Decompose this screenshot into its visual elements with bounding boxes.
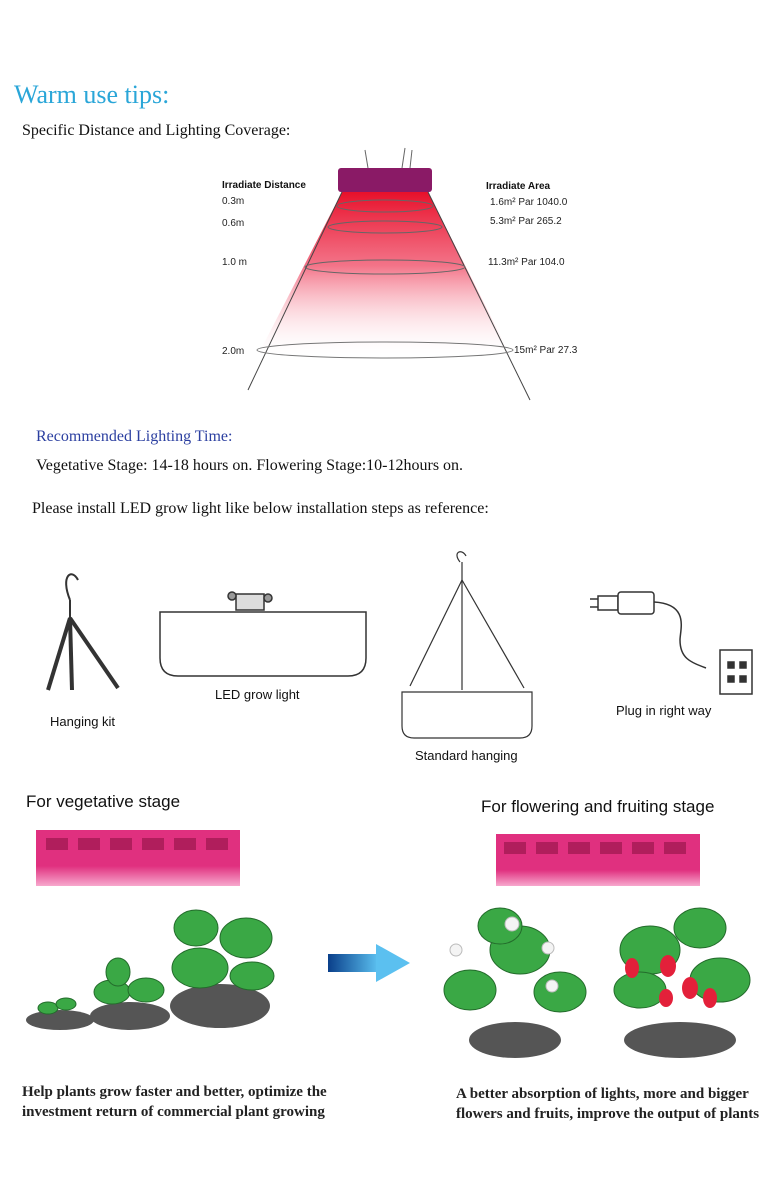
growth-arrow-icon (328, 944, 410, 982)
step-standard-hanging-label: Standard hanging (415, 748, 518, 763)
area-2: 11.3m² Par 104.0 (488, 257, 565, 268)
installation-graphics (0, 540, 784, 770)
lighting-time-heading: Recommended Lighting Time: (36, 428, 233, 445)
led-grow-light-icon (160, 592, 366, 676)
flowering-led-panel (496, 834, 700, 886)
stages-illustration (0, 820, 784, 1070)
area-0: 1.6m² Par 1040.0 (490, 197, 568, 208)
install-intro: Please install LED grow light like below installation steps as reference: (32, 500, 489, 517)
flowering-stage-title: For flowering and fruiting stage (481, 797, 715, 816)
flowering-description: A better absorption of lights, more and bigger flowers and fruits, improve the output of plants (456, 1086, 760, 1122)
distance-2: 1.0 m (222, 257, 248, 268)
installation-steps (0, 540, 784, 770)
distance-3: 2.0m (222, 346, 245, 357)
area-3: 15m² Par 27.3 (514, 345, 578, 356)
page-title: Warm use tips: (14, 80, 170, 109)
step-plug-label: Plug in right way (616, 703, 712, 718)
plug-icon (590, 592, 752, 694)
vegetative-stage-title: For vegetative stage (26, 792, 181, 811)
distance-1: 0.6m (222, 218, 245, 229)
area-header: Irradiate Area (486, 181, 551, 192)
coverage-diagram (0, 0, 784, 400)
coverage-subtitle: Specific Distance and Lighting Coverage: (22, 122, 291, 139)
lighting-time-text: Vegetative Stage: 14-18 hours on. Flowering Stage:10-12hours on. (36, 457, 464, 474)
light-cone-graphic (0, 0, 784, 400)
stages-graphics (0, 820, 784, 1070)
step-led-grow-light-label: LED grow light (215, 687, 300, 702)
step-hanging-kit-label: Hanging kit (50, 714, 116, 729)
standard-hanging-icon (402, 552, 532, 738)
vegetative-description: Help plants grow faster and better, optimize the investment return of commercial plant growing (22, 1084, 327, 1120)
hanging-kit-icon (48, 574, 118, 690)
distance-header: Irradiate Distance (222, 180, 306, 191)
area-1: 5.3m² Par 265.2 (490, 216, 562, 227)
vegetative-led-panel (36, 830, 240, 886)
distance-0: 0.3m (222, 196, 245, 207)
